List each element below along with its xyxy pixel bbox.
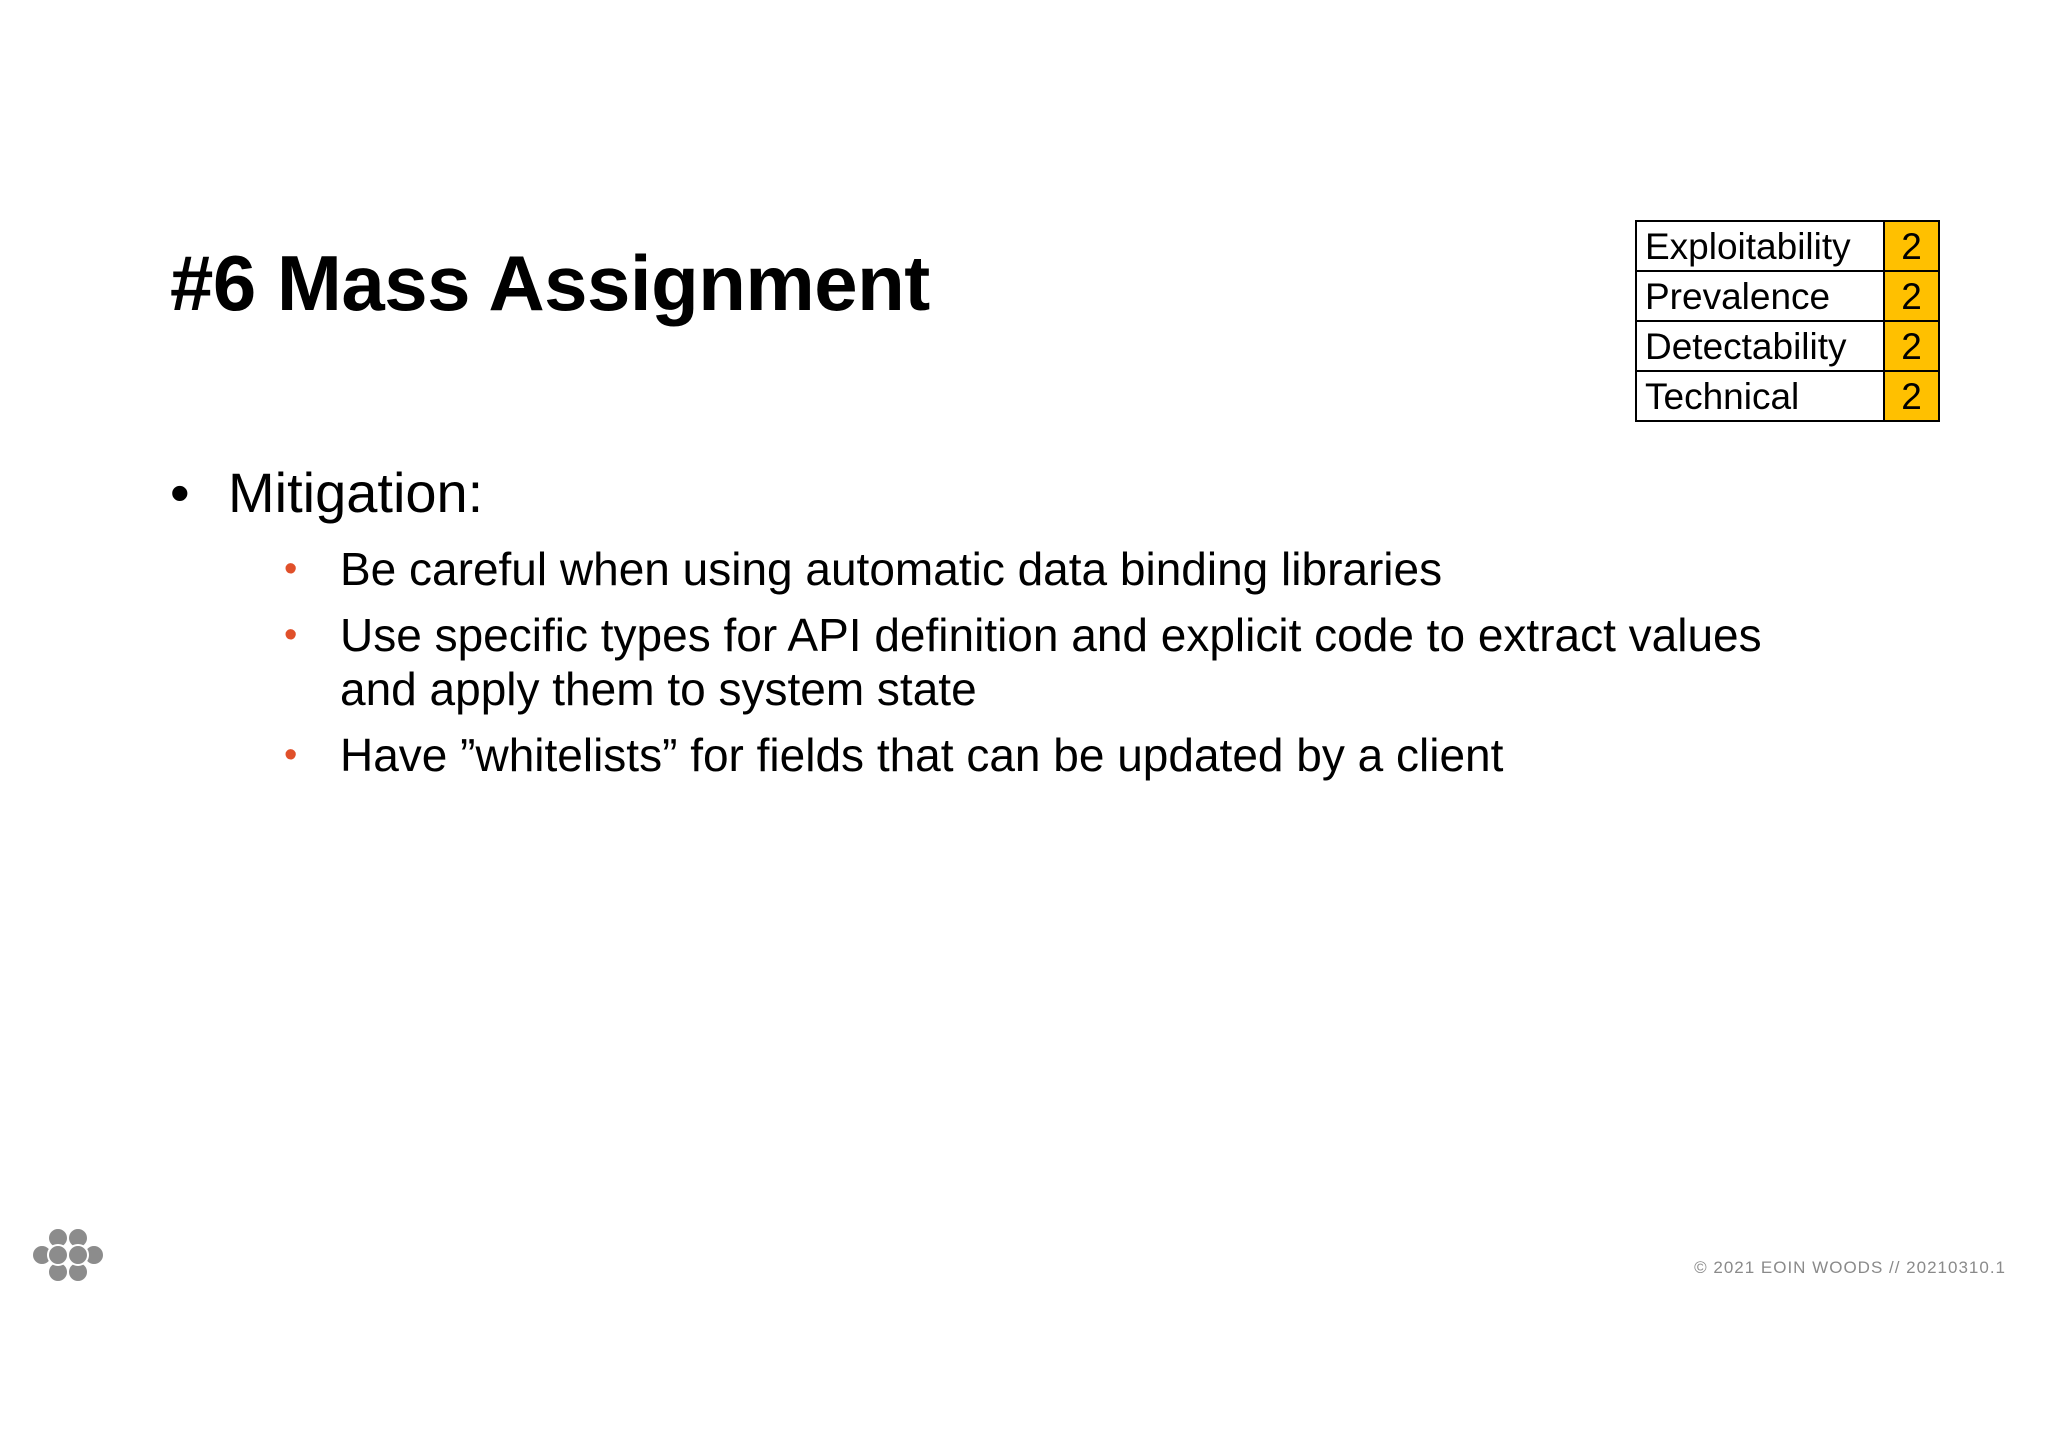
sub-bullet-item [170, 542, 1770, 596]
footer-copyright: © 2021 EOIN WOODS // 20210310.1 [1694, 1258, 2006, 1277]
sub-bullet-dot: • [284, 613, 298, 656]
bullet-list [170, 462, 1770, 794]
risk-score: 2 [1884, 321, 1939, 371]
risk-label: Prevalence [1636, 271, 1884, 321]
risk-row [1636, 321, 1939, 371]
risk-score: 2 [1884, 221, 1939, 271]
bullet-dot: • [170, 461, 190, 524]
risk-score: 2 [1884, 271, 1939, 321]
sub-bullet-item [170, 728, 1770, 782]
risk-label: Detectability [1636, 321, 1884, 371]
risk-row [1636, 221, 1939, 271]
risk-score: 2 [1884, 371, 1939, 421]
risk-row [1636, 271, 1939, 321]
main-bullet-item [170, 462, 1770, 524]
sub-bullet-text: Have ”whitelists” for fields that can be updated by a client [340, 728, 1504, 781]
risk-label: Technical [1636, 371, 1884, 421]
sub-bullet-list [170, 542, 1770, 782]
main-bullet-text: Mitigation: [228, 461, 484, 524]
risk-row [1636, 371, 1939, 421]
sub-bullet-item [170, 608, 1770, 716]
sub-bullet-dot: • [284, 733, 298, 776]
risk-rating-table [1635, 220, 1940, 422]
slide-title: #6 Mass Assignment [170, 239, 930, 327]
flower-logo-icon [30, 1225, 106, 1285]
sub-bullet-text: Use specific types for API definition and explicit code to extract values and apply them to system state [340, 608, 1762, 715]
risk-label: Exploitability [1636, 221, 1884, 271]
sub-bullet-text: Be careful when using automatic data binding libraries [340, 542, 1443, 595]
sub-bullet-dot: • [284, 547, 298, 590]
